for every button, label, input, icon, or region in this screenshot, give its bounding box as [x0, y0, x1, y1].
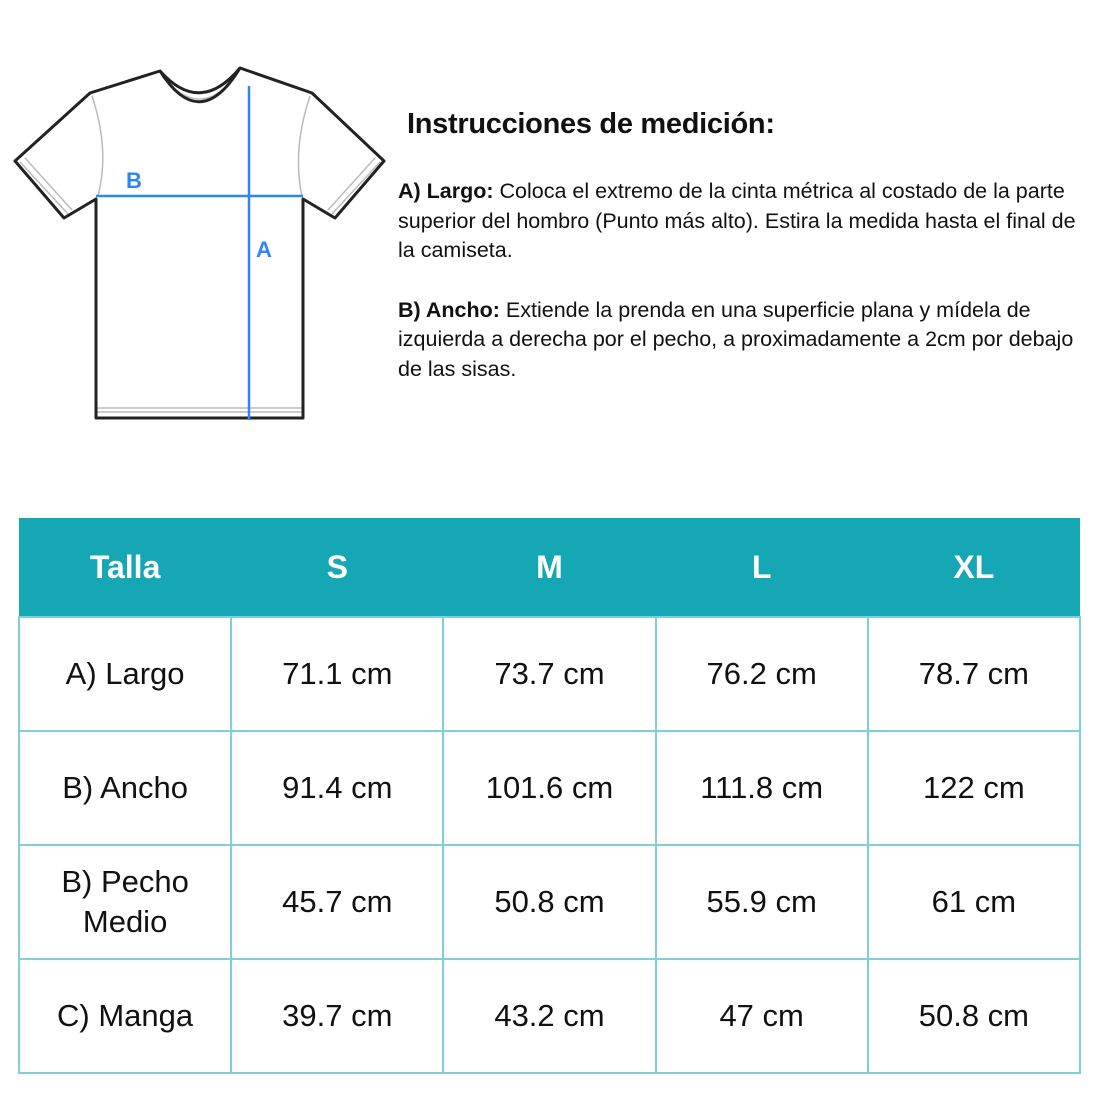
table-cell: 101.6 cm	[443, 731, 655, 845]
size-chart-table	[18, 518, 1081, 1074]
instruction-a-label: A) Largo:	[398, 179, 494, 203]
row-label: A) Largo	[19, 617, 231, 731]
table-cell: 50.8 cm	[868, 959, 1080, 1073]
table-cell: 39.7 cm	[231, 959, 443, 1073]
table-cell: 122 cm	[868, 731, 1080, 845]
header-s: S	[231, 518, 443, 617]
instruction-b-text: Extiende la prenda en una superficie plana y mídela de izquierda a derecha por el pecho, a proximadamente a 2cm por debajo de las sisas.	[398, 297, 1074, 381]
table-cell: 47 cm	[656, 959, 868, 1073]
header-talla: Talla	[19, 518, 231, 617]
tshirt-measurement-diagram	[0, 60, 400, 430]
table-cell: 45.7 cm	[231, 845, 443, 959]
table-cell: 91.4 cm	[231, 731, 443, 845]
table-header-row	[19, 518, 1080, 617]
instruction-a-text: Coloca el extremo de la cinta métrica al costado de la parte superior del hombro (Punto más alto). Estira la medida hasta el final de la camiseta.	[398, 179, 1076, 262]
table-row	[19, 617, 1080, 731]
measurement-instructions	[398, 108, 1088, 414]
instructions-title: Instrucciones de medición:	[407, 108, 775, 140]
table-cell: 71.1 cm	[231, 617, 443, 731]
table-row	[19, 959, 1080, 1073]
header-l: L	[656, 518, 868, 617]
label-b: B	[126, 168, 142, 193]
instruction-b-label: B) Ancho:	[398, 297, 500, 322]
table-row	[19, 731, 1080, 845]
table-cell: 76.2 cm	[656, 617, 868, 731]
instruction-b	[398, 296, 1088, 385]
table-row	[19, 845, 1080, 959]
row-label: C) Manga	[19, 959, 231, 1073]
instruction-a	[398, 177, 1088, 266]
table-cell: 50.8 cm	[443, 845, 655, 959]
table-cell: 111.8 cm	[656, 731, 868, 845]
table-cell: 73.7 cm	[443, 617, 655, 731]
table-cell: 55.9 cm	[656, 845, 868, 959]
header-m: M	[443, 518, 655, 617]
table-cell: 78.7 cm	[868, 617, 1080, 731]
table-cell: 43.2 cm	[443, 959, 655, 1073]
row-label: B) Pecho Medio	[19, 845, 231, 959]
label-a: A	[256, 237, 272, 262]
table-cell: 61 cm	[868, 845, 1080, 959]
row-label: B) Ancho	[19, 731, 231, 845]
header-xl: XL	[868, 518, 1080, 617]
